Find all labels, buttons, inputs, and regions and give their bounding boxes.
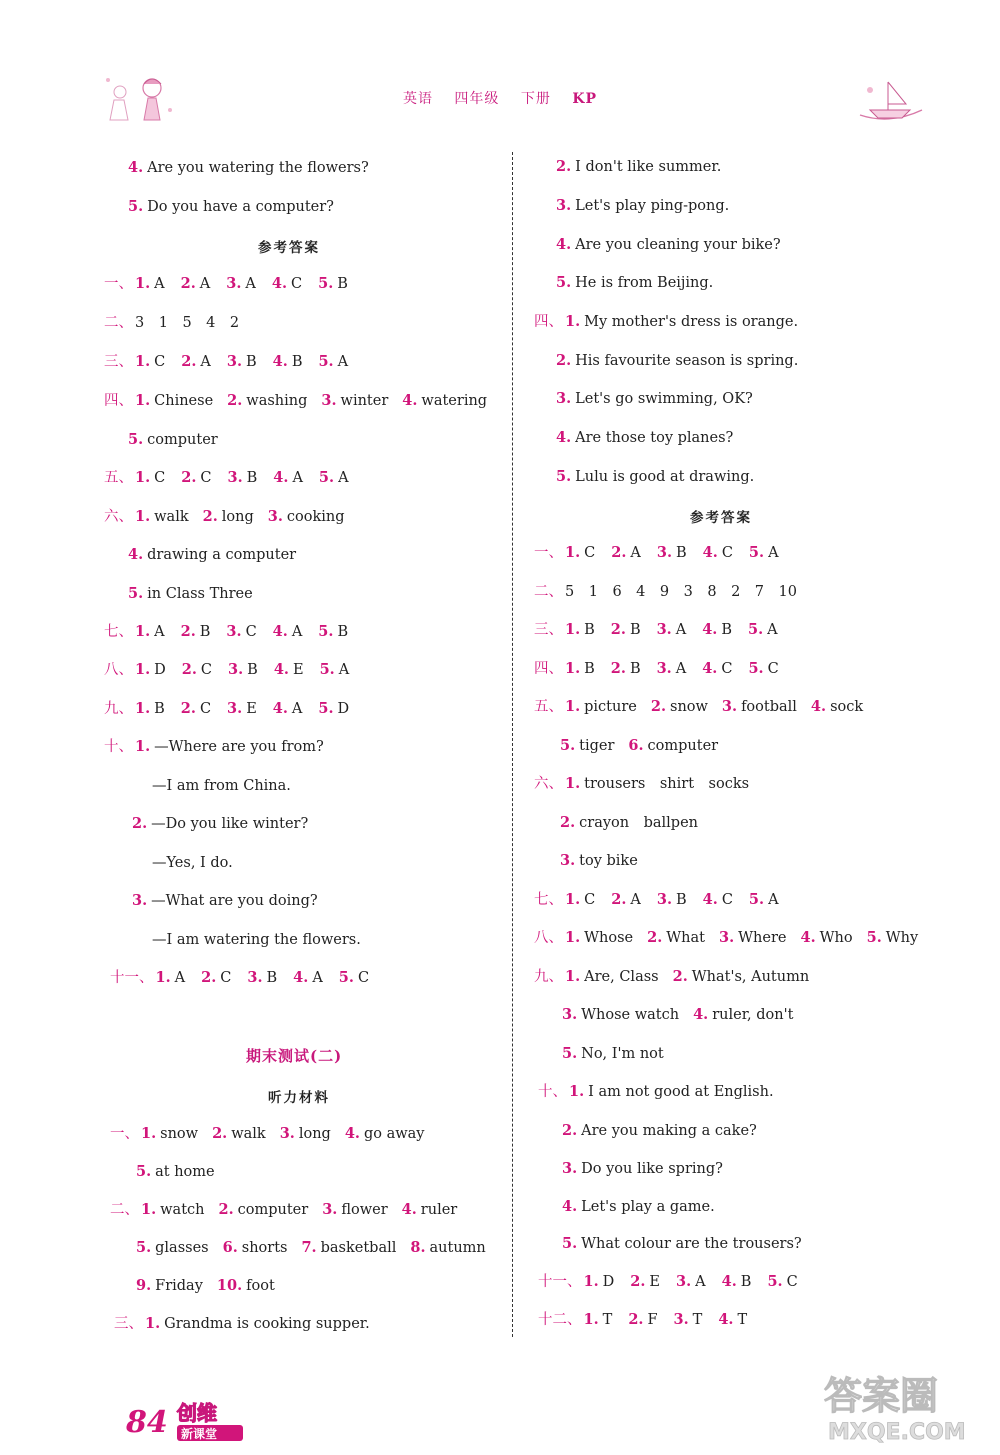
answer-row-12: 十二、 1. T 2. F 3. T 4. T <box>538 1311 748 1328</box>
answer-row-3: 三、 1. C 2. A 3. B 4. B 5. A <box>104 353 349 370</box>
answer-row-6b: 4. drawing a computer <box>128 546 297 563</box>
answer-row-9c: 5. No, I'm not <box>562 1045 664 1062</box>
list-item: 5. Lulu is good at drawing. <box>556 468 755 485</box>
answer-row-10e: 5. What colour are the trousers? <box>562 1235 802 1252</box>
list-item: 3. Let's go swimming, OK? <box>556 390 753 407</box>
svg-text:MXQE.COM: MXQE.COM <box>828 1420 966 1445</box>
dialog-line: —Yes, I do. <box>152 855 233 871</box>
answer-row-1: 一、 1. A 2. A 3. A 4. C 5. B <box>104 275 348 292</box>
answer-row-5b: 5. tiger 6. computer <box>560 737 719 754</box>
answer-row-3: 三、 1. B 2. B 3. A 4. B 5. A <box>534 621 778 638</box>
header-edition: KP <box>572 91 598 107</box>
listening-row-1: 一、 1. snow 2. walk 3. long 4. go away <box>110 1125 425 1142</box>
answer-row-6c: 3. toy bike <box>560 852 638 869</box>
answer-row-9b: 3. Whose watch 4. ruler, don't <box>562 1006 794 1023</box>
boat-illustration-icon <box>850 70 930 130</box>
answer-row-2: 二、 5 1 6 4 9 3 8 2 7 10 <box>534 584 797 600</box>
answer-row-4: 四、 1. B 2. B 3. A 4. C 5. C <box>534 660 779 677</box>
list-item: 4. Are those toy planes? <box>556 429 734 446</box>
answer-row-7: 七、 1. A 2. B 3. C 4. A 5. B <box>104 623 349 640</box>
listening-row-2c: 9. Friday 10. foot <box>136 1277 275 1294</box>
answers-title: 参考答案 <box>258 240 320 256</box>
answer-row-2: 二、 3 1 5 4 2 <box>104 315 240 331</box>
listening-row-2: 二、 1. watch 2. computer 3. flower 4. ruler <box>110 1201 458 1218</box>
list-item: 4. Are you cleaning your bike? <box>556 236 781 253</box>
column-divider <box>512 152 513 1337</box>
answer-row-6: 六、 1. trousers shirt socks <box>534 775 750 792</box>
header-subject: 英语 <box>402 91 433 107</box>
svg-text:创维: 创维 <box>177 1401 217 1425</box>
answer-row-11: 十一、 1. A 2. C 3. B 4. A 5. C <box>110 969 370 986</box>
answer-row-7: 七、 1. C 2. A 3. B 4. C 5. A <box>534 891 779 908</box>
answer-row-6c: 5. in Class Three <box>128 585 253 602</box>
listening-row-1b: 5. at home <box>136 1163 215 1180</box>
answer-row-9: 九、 1. B 2. C 3. E 4. A 5. D <box>104 700 350 717</box>
answer-row-4: 四、 1. Chinese 2. washing 3. winter 4. watering <box>104 392 488 409</box>
list-item: 2. His favourite season is spring. <box>556 352 799 369</box>
dialog-line: —I am from China. <box>152 778 291 794</box>
answer-row-5: 五、 1. picture 2. snow 3. football 4. sock <box>534 698 864 715</box>
watermark-logo-icon <box>820 1365 990 1445</box>
list-item: 3. Let's play ping-pong. <box>556 197 730 214</box>
answer-row-4b: 5. computer <box>128 431 218 448</box>
exam-title: 期末测试(二) <box>246 1047 343 1065</box>
answer-row-9: 九、 1. Are, Class 2. What's, Autumn <box>534 968 810 985</box>
girl-illustration-icon <box>100 70 180 140</box>
dialog-line: —I am watering the flowers. <box>152 932 361 948</box>
answer-row-10c: 3. Do you like spring? <box>562 1160 723 1177</box>
list-item: 5. Do you have a computer? <box>128 198 334 215</box>
answers-title: 参考答案 <box>690 510 752 526</box>
list-item: 4. Are you watering the flowers? <box>128 159 369 176</box>
header-grade: 四年级 <box>454 91 500 107</box>
answer-row-8: 八、 1. D 2. C 3. B 4. E 5. A <box>104 661 350 678</box>
dialog-line: 3. —What are you doing? <box>132 892 318 909</box>
answer-row-10b: 2. Are you making a cake? <box>562 1122 757 1139</box>
header-volume: 下册 <box>520 91 551 107</box>
answer-row-6b: 2. crayon ballpen <box>560 814 699 831</box>
answer-row-8: 八、 1. Whose 2. What 3. Where 4. Who 5. Why <box>534 929 919 946</box>
answer-row-10: 十、 1. —Where are you from? <box>104 738 324 755</box>
svg-text:答案圈: 答案圈 <box>824 1374 939 1418</box>
answer-row-10d: 4. Let's play a game. <box>562 1198 715 1215</box>
answer-row-1: 一、 1. C 2. A 3. B 4. C 5. A <box>534 544 779 561</box>
brand-logo-icon <box>175 1398 247 1444</box>
answer-row-6: 六、 1. walk 2. long 3. cooking <box>104 508 345 525</box>
listening-row-2b: 5. glasses 6. shorts 7. basketball 8. autumn <box>136 1239 486 1256</box>
dialog-line: 2. —Do you like winter? <box>132 815 309 832</box>
page-number: 84 <box>126 1405 168 1440</box>
list-item: 四、 1. My mother's dress is orange. <box>534 313 799 330</box>
answer-row-5: 五、 1. C 2. C 3. B 4. A 5. A <box>104 469 349 486</box>
list-item: 2. I don't like summer. <box>556 158 722 175</box>
listening-title: 听力材料 <box>268 1090 330 1106</box>
listening-row-3: 三、 1. Grandma is cooking supper. <box>114 1315 370 1332</box>
list-item: 5. He is from Beijing. <box>556 274 714 291</box>
answer-row-11: 十一、 1. D 2. E 3. A 4. B 5. C <box>538 1273 798 1290</box>
svg-text:新课堂: 新课堂 <box>181 1427 218 1441</box>
answer-row-10: 十、 1. I am not good at English. <box>538 1083 774 1100</box>
